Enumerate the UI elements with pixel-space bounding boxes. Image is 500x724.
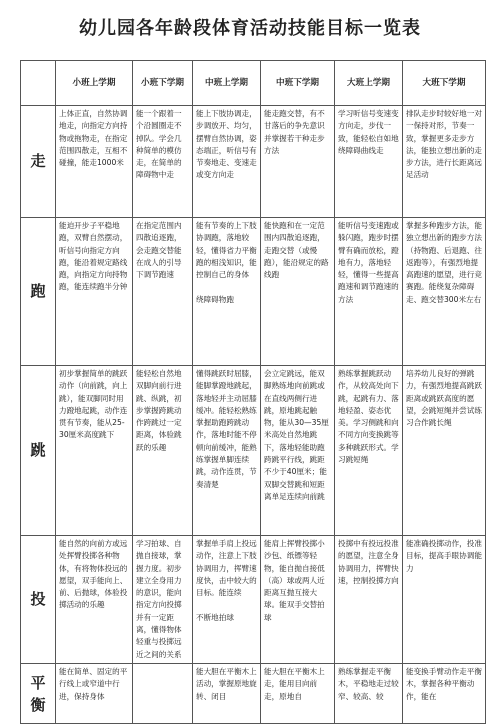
table-cell: 能肩上挥臂投掷小沙包、纸镖等轻物，能自抛自接低（高）球或两人近距离互抛互接大球。能双手交替拍球 bbox=[261, 536, 335, 664]
table-cell: 学习拍球、自抛自接球，掌握力度。初步建立全身用力的意识，能向指定方向投掷并有一定距离，懂得物体轻重与投掷远近之间的关系 bbox=[133, 536, 193, 664]
table-cell: 能听信号变速跑或躲闪跑，跑步时摆臂有确而放松，蹬地有力，落地轻轻，懂得一些提高跑速和调节跑速的方法 bbox=[335, 218, 403, 366]
header-cell: 小班下学期 bbox=[133, 61, 193, 106]
category-label: 平衡 bbox=[30, 673, 46, 714]
table-cell: 能变换手臂动作走平衡木，掌握各种平衡动作，能在 bbox=[403, 664, 486, 724]
table-cell: 学习听信号变速变方向走，步伐一致，能轻松自如地绕障碍曲线走 bbox=[335, 106, 403, 218]
header-cell: 中班上学期 bbox=[193, 61, 261, 106]
header-cell: 大班下学期 bbox=[403, 61, 486, 106]
category-cell bbox=[21, 664, 56, 724]
table-cell: 在指定范围内四散追逐跑，会走跑交替能在成人的引导下调节跑速 bbox=[133, 218, 193, 366]
table-cell: 会立定跳远，能双脚熟练地向前跳或在直线两侧行进跳，原地跳起触物，能从30—35厘米高处自然地跳下，落地轻能助跑跨跳平行线，跳距不少于40厘米；能双脚交替跳和短距离单足连续向前跳 bbox=[261, 366, 335, 536]
table-cell: 能快跑和在一定范围内四散追逐跑，走跑交替（或慢跑），能沿规定的路线跑 bbox=[261, 218, 335, 366]
table-cell: 掌握单手肩上投远动作，注意上下肢协调用力，挥臂速度快，击中较大的目标。能连续 不断地拍球 bbox=[193, 536, 261, 664]
table-cell: 能迫开步子平稳地跑，双臂自然摆动，听信号向指定方向跑，能沿着规定路线跑，向指定方向持物跑，能连续跑半分钟 bbox=[56, 218, 133, 366]
table-cell: 初步掌握简单的跳跃动作（向前跳，向上跳），能双脚同时用力蹬地起跳，动作连贯有节奏，能从25-30厘米高度跳下 bbox=[56, 366, 133, 536]
category-cell: 走 bbox=[21, 106, 56, 218]
category-cell: 跳 bbox=[21, 366, 56, 536]
table-cell: 能走跑交替，有不甘落后的争先意识并掌握若干种走步方法 bbox=[261, 106, 335, 218]
table-cell: 能准确投掷动作，投准目标，提高手眼协调能力 bbox=[403, 536, 486, 664]
document-title: 幼儿园各年龄段体育活动技能目标一览表 bbox=[79, 18, 421, 39]
table-cell: 能有节奏的上下肢协调跑，落地较轻，懂得省力平衡跑的相浅知识，能控制自己的身体 绕障碍物跑 bbox=[193, 218, 261, 366]
category-cell: 投 bbox=[21, 536, 56, 664]
header-corner bbox=[21, 61, 56, 106]
table-cell: 熟练掌握跳跃动作，从较高处向下跳，起跳有力、落地轻盈、姿态优美。学习侧跳和向不同方向变换跳等多种跳跃形式。学习跳短绳 bbox=[335, 366, 403, 536]
table-cell: 培养幼儿良好的弹跳力，有强烈地提高跳跃距离或跳跃高度的愿望，会跳短绳并尝试练习合作跳长绳 bbox=[403, 366, 486, 536]
table-cell: 能轻松自然地双脚向前行进跳、纵跳，初步掌握跨跳动作跨跳过一定距离，体验跳跃的乐趣 bbox=[133, 366, 193, 536]
header-cell: 中班下学期 bbox=[261, 61, 335, 106]
table-cell: 上体正直，自然协调地走，向指定方向持物或拖物走，在指定范围四散走，互相不碰撞，能走1000米 bbox=[56, 106, 133, 218]
table-cell: 能大胆在平衡木上活动，掌握原地旋转、闭目 bbox=[193, 664, 261, 724]
table-cell: 掌握多种跑步方法，能独立想出新的跑步方法（持物跑、后退跑、往返跑等），有强烈地提高跑速的愿望，进行竞赛跑。能绕复杂障碍走、跑交替300米左右 bbox=[403, 218, 486, 366]
table-row-jump bbox=[21, 366, 486, 536]
table-row-balance bbox=[21, 664, 486, 724]
table-row-run bbox=[21, 218, 486, 366]
header-cell: 小班上学期 bbox=[56, 61, 133, 106]
header-cell: 大班上学期 bbox=[335, 61, 403, 106]
table-row-throw bbox=[21, 536, 486, 664]
table-cell: 能大胆在平衡木上走，能用目向前走，原地自 bbox=[261, 664, 335, 724]
table-cell bbox=[133, 664, 193, 724]
header-row bbox=[21, 61, 486, 106]
table-cell: 熟练掌握走平衡木，平稳地走过较窄、较高、较 bbox=[335, 664, 403, 724]
table-cell: 投掷中有投远投准的愿望，注意全身协调用力，挥臂快速，控制投掷方向 bbox=[335, 536, 403, 664]
table-row-walk bbox=[21, 106, 486, 218]
table-cell: 能自然的向前方或远处挥臂投掷各种物体，有将物体投远的愿望，双手能向上、前、后抛球，体验投掷活动的乐趣 bbox=[56, 536, 133, 664]
table-cell: 能一个跟着一个沿圆圈走不掉队。学会几种简单的模仿走，在简单的障碍物中走 bbox=[133, 106, 193, 218]
table-cell: 排队走步时较好地一对一保持对形，节奏一致，掌握更多走步方法，能独立想出新的走步方法，进行长距离远足活动 bbox=[403, 106, 486, 218]
table-cell: 能在简单、固定的平行线上或窄道中行进，保持身体 bbox=[56, 664, 133, 724]
category-cell: 跑 bbox=[21, 218, 56, 366]
skill-goals-table bbox=[20, 60, 486, 724]
table-cell: 懂得跳跃时屈膝，能脚掌蹬地跳起，落地轻并主动屈膝缓冲。能轻松熟练掌握助跑跨跳动作，落地时能不停顿向前缓冲，能熟练掌握单脚连续跳，动作连贯，节奏清楚 bbox=[193, 366, 261, 536]
table-cell: 能上下肢协调走，步调放开、均匀，摆臂自然协调，姿态端正，听信号有节奏地走、变速走或变方向走 bbox=[193, 106, 261, 218]
